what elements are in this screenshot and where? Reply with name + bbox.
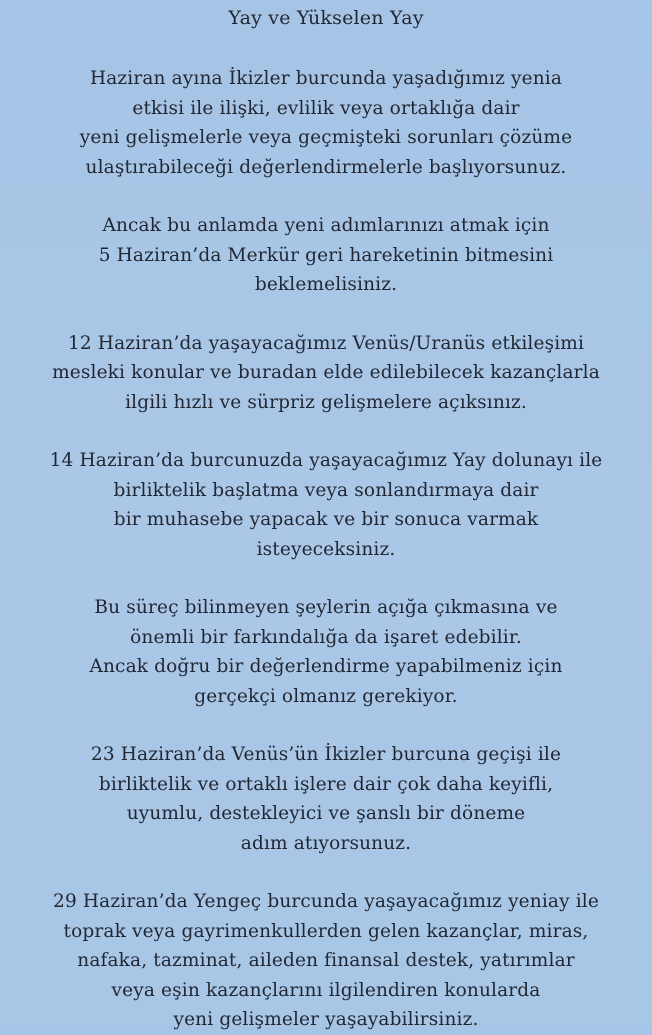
text-line: Ancak doğru bir değerlendirme yapabilmeniz için: [89, 656, 563, 677]
text-line: yeni gelişmelerle veya geçmişteki sorunları çözüme: [79, 127, 573, 148]
text-line: uyumlu, destekleyici ve şanslı bir döneme: [126, 803, 526, 824]
text-line: etkisi ile ilişki, evlilik veya ortaklığa dair: [132, 97, 520, 119]
paragraph: [0, 329, 652, 418]
text-line: beklemelisiniz.: [254, 274, 398, 295]
text-line: Bu süreç bilinmeyen şeylerin açığa çıkmasına ve: [94, 597, 558, 618]
text-line: bir muhasebe yapacak ve bir sonuca varmak: [113, 509, 539, 530]
text-line: birliktelik başlatma veya sonlandırmaya dair: [113, 479, 539, 501]
text-line: adım atıyorsunuz.: [240, 832, 412, 854]
text-line: ilgili hızlı ve sürpriz gelişmelere açıksınız.: [125, 391, 527, 413]
text-line: önemli bir farkındalığa da işaret edebilir.: [130, 626, 522, 648]
text-line: 23 Haziran’da Venüs’ün İkizler burcuna geçişi ile: [90, 744, 562, 765]
text-line: Haziran ayına İkizler burcunda yaşadığımız yenia: [89, 68, 563, 89]
text-line: nafaka, tazminat, aileden finansal destek, yatırımlar: [77, 950, 575, 971]
text-line: 14 Haziran’da burcunuzda yaşayacağımız Yay dolunayı ile: [49, 450, 603, 471]
text-line: 12 Haziran’da yaşayacağımız Venüs/Uranüs etkileşimi: [67, 332, 585, 354]
text-line: birliktelik ve ortaklı işlere dair çok daha keyifli,: [98, 773, 554, 795]
text-line: 5 Haziran’da Merkür geri hareketinin bitmesini: [98, 244, 554, 266]
text-line: yeni gelişmeler yaşayabilirsiniz.: [173, 1009, 479, 1030]
paragraph: [0, 593, 652, 711]
text-line: toprak veya gayrimenkullerden gelen kazançlar, miras,: [63, 920, 589, 942]
paragraph: [0, 740, 652, 858]
paragraph: [0, 211, 652, 300]
page-title: Yay ve Yükselen Yay: [228, 7, 424, 29]
text-line: gerçekçi olmanız gerekiyor.: [194, 685, 458, 707]
text-line: isteyeceksiniz.: [256, 538, 396, 560]
text-line: 29 Haziran’da Yengeç burcunda yaşayacağımız yeniay ile: [53, 891, 599, 912]
paragraph: [0, 887, 652, 1035]
paragraph: [0, 446, 652, 564]
text-line: veya eşin kazançlarını ilgilendiren konularda: [111, 979, 541, 1001]
paragraph-list: [0, 64, 652, 1035]
text-line: ulaştırabileceği değerlendirmelerle başlıyorsunuz.: [85, 156, 567, 178]
text-line: Ancak bu anlamda yeni adımlarınızı atmak için: [102, 215, 550, 236]
paragraph: [0, 64, 652, 182]
text-line: mesleki konular ve buradan elde edilebilecek kazançlarla: [52, 362, 600, 383]
